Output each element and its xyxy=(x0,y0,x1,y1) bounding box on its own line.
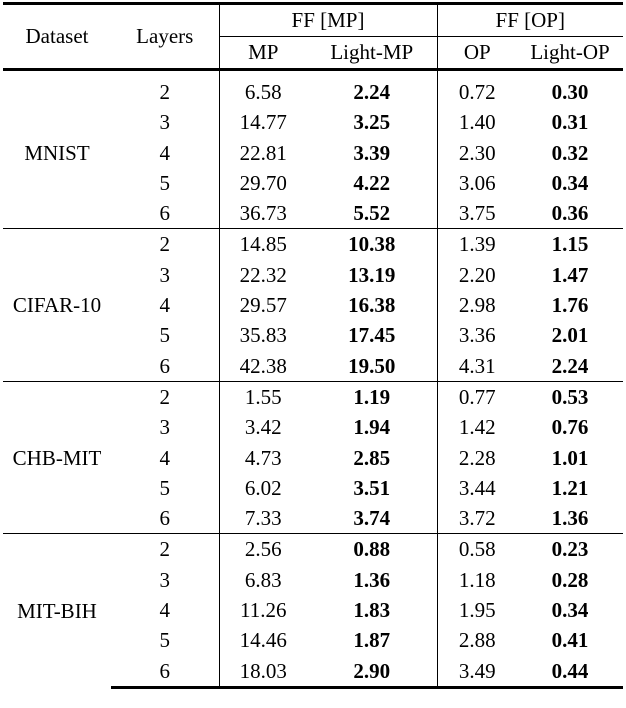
light-mp-cell: 0.88 xyxy=(307,534,437,565)
header-gap-row xyxy=(3,70,623,78)
mp-cell: 42.38 xyxy=(219,351,307,382)
header-dataset: Dataset xyxy=(3,4,111,70)
mp-cell: 18.03 xyxy=(219,656,307,688)
op-cell: 2.28 xyxy=(437,443,517,473)
op-cell: 0.72 xyxy=(437,77,517,107)
results-table-container xyxy=(3,2,623,689)
layers-cell: 3 xyxy=(159,110,170,135)
light-mp-cell: 1.87 xyxy=(353,628,391,653)
table-row xyxy=(3,534,623,565)
light-mp-cell: 10.38 xyxy=(307,229,437,260)
header-light-mp: Light-MP xyxy=(307,37,437,70)
light-op-cell: 0.31 xyxy=(551,110,589,135)
dataset-name: MIT-BIH xyxy=(3,534,111,687)
mp-cell: 6.02 xyxy=(219,473,307,503)
op-cell: 1.18 xyxy=(437,565,517,595)
light-op-cell: 0.41 xyxy=(551,628,589,653)
light-op-cell: 0.30 xyxy=(551,80,589,104)
mp-cell: 3.42 xyxy=(219,412,307,442)
light-op-cell: 1.01 xyxy=(551,445,589,470)
layers-cell: 2 xyxy=(159,80,170,104)
dataset-name: CIFAR-10 xyxy=(3,229,111,381)
layers-cell: 6 xyxy=(159,353,170,378)
mp-cell: 29.70 xyxy=(219,168,307,198)
light-op-cell: 0.76 xyxy=(551,415,589,440)
mp-cell: 6.83 xyxy=(219,565,307,595)
mp-cell: 14.46 xyxy=(219,625,307,655)
layers-cell: 4 xyxy=(159,445,170,470)
light-op-cell: 1.36 xyxy=(551,506,589,531)
op-cell: 2.20 xyxy=(437,260,517,290)
dataset-name: CHB-MIT xyxy=(3,381,111,533)
light-mp-cell: 2.24 xyxy=(353,80,391,104)
op-cell: 1.42 xyxy=(437,412,517,442)
layers-cell: 6 xyxy=(159,201,170,226)
layers-cell: 4 xyxy=(159,140,170,165)
results-table xyxy=(3,2,623,689)
mp-cell: 4.73 xyxy=(219,443,307,473)
light-mp-cell: 1.19 xyxy=(307,381,437,412)
light-op-cell: 0.36 xyxy=(551,201,589,226)
light-op-cell: 0.44 xyxy=(517,656,623,688)
light-op-cell: 1.21 xyxy=(551,475,589,500)
op-cell: 3.06 xyxy=(437,168,517,198)
mp-cell: 11.26 xyxy=(219,595,307,625)
op-cell: 0.77 xyxy=(437,381,517,412)
header-op: OP xyxy=(437,37,517,70)
light-mp-cell: 1.94 xyxy=(353,415,391,440)
layers-cell: 5 xyxy=(159,170,170,195)
table-header xyxy=(3,4,623,70)
header-mp: MP xyxy=(219,37,307,70)
mp-cell: 22.81 xyxy=(219,138,307,168)
op-cell: 0.58 xyxy=(437,534,517,565)
op-cell: 2.30 xyxy=(437,138,517,168)
light-mp-cell: 3.74 xyxy=(353,506,391,531)
light-mp-cell: 13.19 xyxy=(348,262,396,287)
light-op-cell: 0.23 xyxy=(517,534,623,565)
op-cell: 2.88 xyxy=(437,625,517,655)
mp-cell: 7.33 xyxy=(219,503,307,534)
layers-cell: 3 xyxy=(159,262,170,287)
table-row xyxy=(3,381,623,412)
mp-cell: 6.58 xyxy=(219,77,307,107)
light-mp-cell: 5.52 xyxy=(353,201,391,226)
dataset-name: MNIST xyxy=(24,140,90,165)
header-layers: Layers xyxy=(111,4,219,70)
light-op-cell: 0.32 xyxy=(551,140,589,165)
light-op-cell: 1.15 xyxy=(517,229,623,260)
light-op-cell: 1.47 xyxy=(551,262,589,287)
layers-cell: 5 xyxy=(159,628,170,653)
op-cell: 1.40 xyxy=(437,107,517,137)
light-mp-cell: 2.90 xyxy=(307,656,437,688)
mp-cell: 29.57 xyxy=(219,290,307,320)
light-op-cell: 2.01 xyxy=(551,323,589,348)
light-op-cell: 0.53 xyxy=(517,381,623,412)
light-mp-cell: 3.25 xyxy=(353,110,391,135)
mp-cell: 36.73 xyxy=(219,198,307,229)
light-op-cell: 1.76 xyxy=(551,293,589,318)
layers-cell: 4 xyxy=(159,598,170,623)
layers-cell: 2 xyxy=(111,534,219,565)
mp-cell: 2.56 xyxy=(219,534,307,565)
mp-cell: 22.32 xyxy=(219,260,307,290)
header-group-mp: FF [MP] xyxy=(219,4,437,37)
layers-cell: 5 xyxy=(159,475,170,500)
layers-cell: 6 xyxy=(111,656,219,688)
op-cell: 1.95 xyxy=(437,595,517,625)
op-cell: 3.36 xyxy=(437,320,517,350)
layers-cell: 5 xyxy=(159,323,170,348)
layers-cell: 2 xyxy=(111,381,219,412)
layers-cell: 4 xyxy=(159,293,170,318)
layers-cell: 2 xyxy=(111,229,219,260)
op-cell: 3.75 xyxy=(437,198,517,229)
light-mp-cell: 4.22 xyxy=(353,170,391,195)
header-light-op: Light-OP xyxy=(517,37,623,70)
op-cell: 3.72 xyxy=(437,503,517,534)
op-cell: 3.49 xyxy=(437,656,517,688)
op-cell: 3.44 xyxy=(437,473,517,503)
layers-cell: 3 xyxy=(159,415,170,440)
light-mp-cell: 2.85 xyxy=(353,445,391,470)
light-mp-cell: 16.38 xyxy=(348,293,396,318)
light-mp-cell: 3.51 xyxy=(353,475,391,500)
light-op-cell: 2.24 xyxy=(551,353,589,378)
light-mp-cell: 17.45 xyxy=(348,323,396,348)
mp-cell: 35.83 xyxy=(219,320,307,350)
table-row xyxy=(3,77,623,107)
light-mp-cell: 1.36 xyxy=(353,567,391,592)
light-mp-cell: 1.83 xyxy=(353,598,391,623)
layers-cell: 6 xyxy=(159,506,170,531)
mp-cell: 14.77 xyxy=(219,107,307,137)
mp-cell: 1.55 xyxy=(219,381,307,412)
table-row xyxy=(3,229,623,260)
light-op-cell: 0.34 xyxy=(551,170,589,195)
layers-cell: 3 xyxy=(159,567,170,592)
light-op-cell: 0.28 xyxy=(551,567,589,592)
op-cell: 2.98 xyxy=(437,290,517,320)
table-body xyxy=(3,70,623,688)
light-mp-cell: 3.39 xyxy=(353,140,391,165)
mp-cell: 14.85 xyxy=(219,229,307,260)
light-mp-cell: 19.50 xyxy=(348,353,396,378)
op-cell: 4.31 xyxy=(437,351,517,382)
light-op-cell: 0.34 xyxy=(551,598,589,623)
header-group-op: FF [OP] xyxy=(437,4,623,37)
op-cell: 1.39 xyxy=(437,229,517,260)
